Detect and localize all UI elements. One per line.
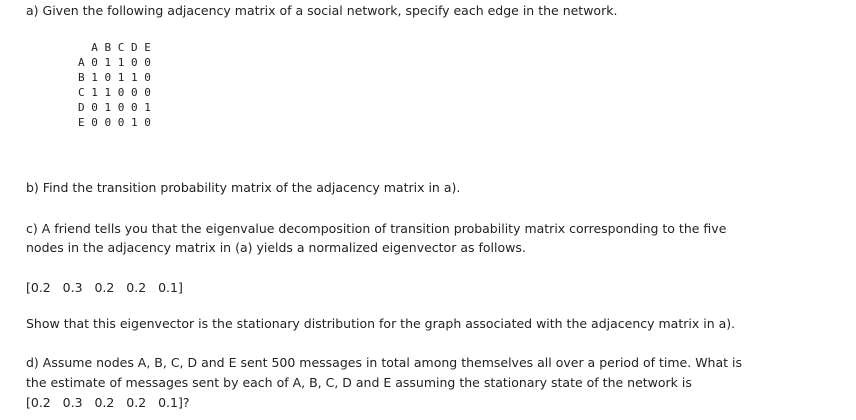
- matrix-row-b: [78, 70, 151, 85]
- matrix-row-d: [78, 100, 151, 115]
- row-values: 0 1 1 0 0: [91, 56, 151, 69]
- matrix-row-c: [78, 85, 151, 100]
- question-d-line-1: d) Assume nodes A, B, C, D and E sent 500 messages in total among themselves all over a period of time. What is: [26, 355, 742, 370]
- row-label: D: [78, 101, 85, 114]
- row-label: A: [78, 56, 85, 69]
- matrix-row-a: [78, 55, 151, 70]
- question-c-show: Show that this eigenvector is the stationary distribution for the graph associated with the adjacency matrix in a).: [26, 316, 736, 331]
- row-label: C: [78, 86, 85, 99]
- row-values: 0 1 0 0 1: [91, 101, 151, 114]
- row-values: 1 0 1 1 0: [91, 71, 151, 84]
- matrix-header-labels: A B C D E: [91, 41, 151, 54]
- matrix-header: [78, 40, 151, 55]
- adjacency-matrix: [78, 40, 151, 130]
- question-d-line-3: [0.2 0.3 0.2 0.2 0.1]?: [26, 395, 190, 410]
- row-label: E: [78, 116, 85, 129]
- row-values: 1 1 0 0 0: [91, 86, 151, 99]
- question-b: b) Find the transition probability matrix of the adjacency matrix in a).: [26, 180, 461, 195]
- row-label: B: [78, 71, 85, 84]
- matrix-row-e: [78, 115, 151, 130]
- question-c-line-2: nodes in the adjacency matrix in (a) yields a normalized eigenvector as follows.: [26, 240, 526, 255]
- question-a: a) Given the following adjacency matrix of a social network, specify each edge in the network.: [26, 3, 618, 18]
- question-d-line-2: the estimate of messages sent by each of A, B, C, D and E assuming the stationary state of the network is: [26, 375, 692, 390]
- row-values: 0 0 0 1 0: [91, 116, 151, 129]
- question-c-line-1: c) A friend tells you that the eigenvalue decomposition of transition probability matrix corresponding to the five: [26, 221, 727, 236]
- eigenvector: [0.2 0.3 0.2 0.2 0.1]: [26, 280, 183, 295]
